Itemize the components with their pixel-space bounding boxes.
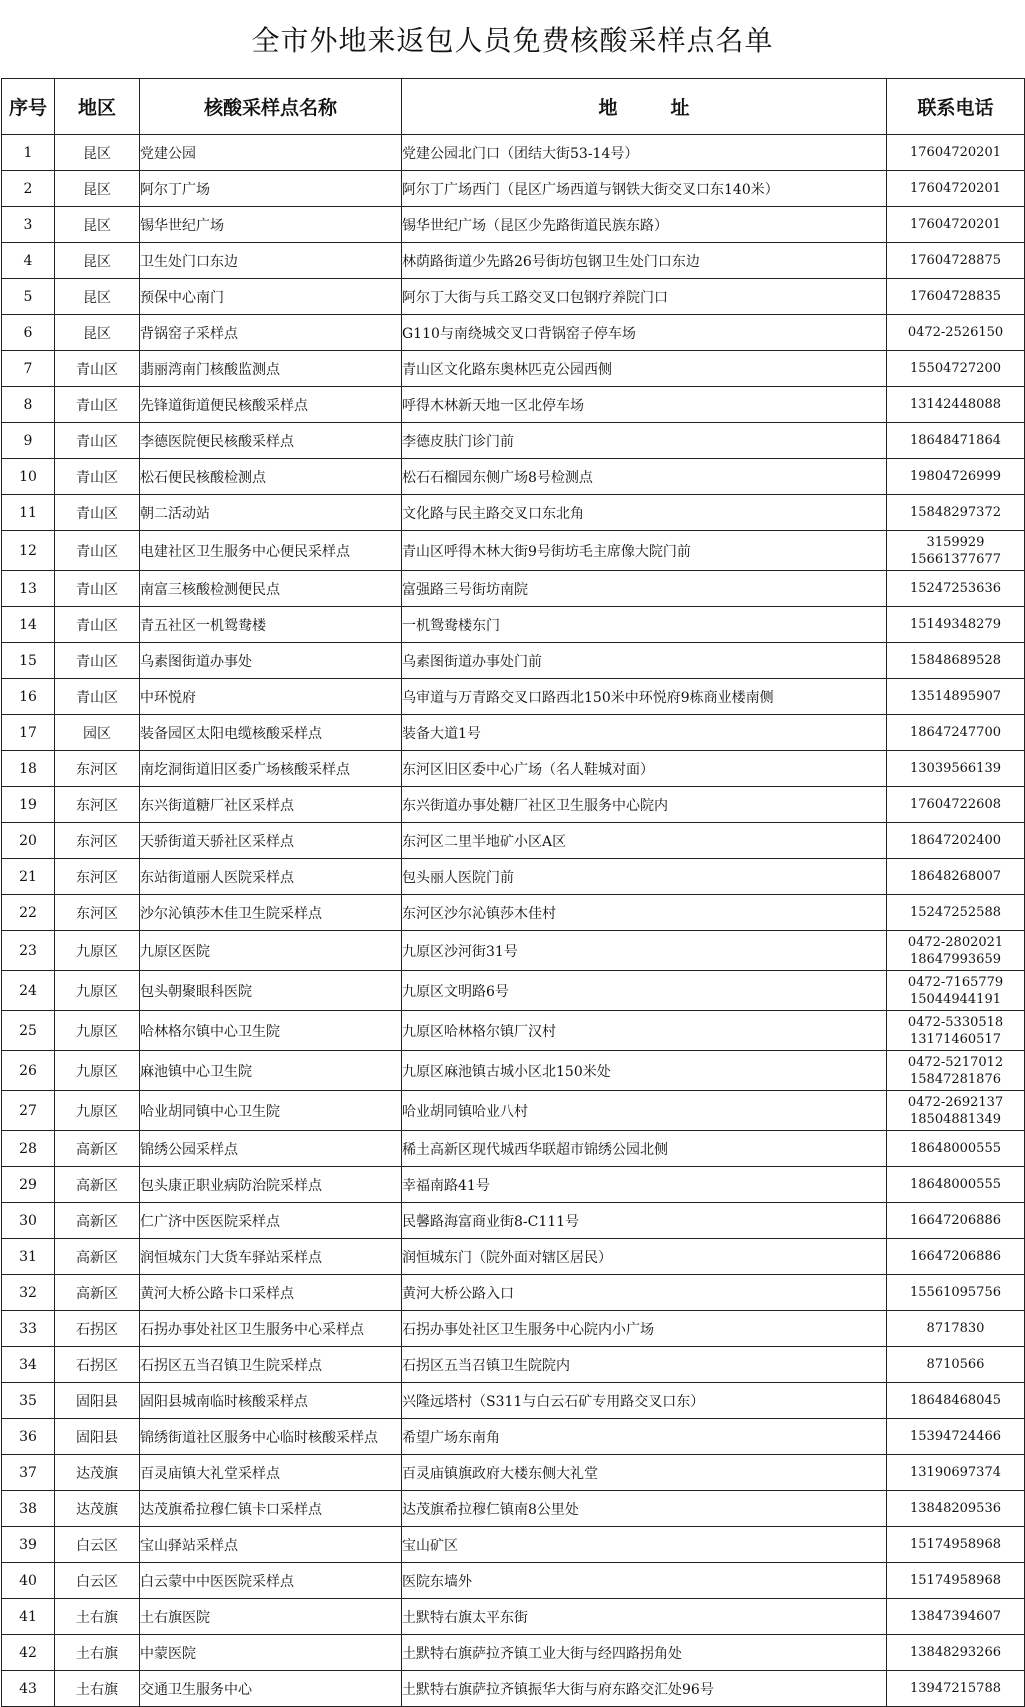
cell-phone: 18648468045 [887, 1383, 1025, 1419]
table-row [2, 459, 1025, 495]
cell-site-name: 黄河大桥公路卡口采样点 [140, 1275, 402, 1311]
cell-no: 22 [2, 895, 55, 931]
cell-site-name: 哈林格尔镇中心卫生院 [140, 1011, 402, 1051]
table-row [2, 643, 1025, 679]
table-row [2, 751, 1025, 787]
cell-phone: 0472-7165779 15044944191 [887, 971, 1025, 1011]
cell-district: 青山区 [55, 387, 140, 423]
cell-no: 26 [2, 1051, 55, 1091]
cell-site-name: 石拐区五当召镇卫生院采样点 [140, 1347, 402, 1383]
table-row [2, 679, 1025, 715]
cell-district: 青山区 [55, 495, 140, 531]
cell-site-name: 九原区医院 [140, 931, 402, 971]
cell-site-name: 李德医院便民核酸采样点 [140, 423, 402, 459]
cell-site-name: 沙尔沁镇莎木佳卫生院采样点 [140, 895, 402, 931]
table-row [2, 1131, 1025, 1167]
table-row [2, 1311, 1025, 1347]
cell-address: 兴隆远塔村（S311与白云石矿专用路交叉口东） [402, 1383, 887, 1419]
cell-site-name: 润恒城东门大货车驿站采样点 [140, 1239, 402, 1275]
cell-no: 18 [2, 751, 55, 787]
cell-district: 东河区 [55, 823, 140, 859]
cell-district: 九原区 [55, 1091, 140, 1131]
cell-district: 达茂旗 [55, 1491, 140, 1527]
table-row [2, 315, 1025, 351]
cell-site-name: 交通卫生服务中心 [140, 1671, 402, 1707]
cell-district: 青山区 [55, 643, 140, 679]
cell-district: 青山区 [55, 679, 140, 715]
cell-address: 土默特右旗萨拉齐镇工业大街与经四路拐角处 [402, 1635, 887, 1671]
cell-address: 林荫路街道少先路26号街坊包钢卫生处门口东边 [402, 243, 887, 279]
cell-district: 园区 [55, 715, 140, 751]
table-row [2, 607, 1025, 643]
cell-district: 白云区 [55, 1527, 140, 1563]
cell-phone: 19804726999 [887, 459, 1025, 495]
cell-no: 1 [2, 135, 55, 171]
cell-site-name: 预保中心南门 [140, 279, 402, 315]
cell-no: 23 [2, 931, 55, 971]
cell-phone: 8710566 [887, 1347, 1025, 1383]
cell-address: 阿尔丁广场西门（昆区广场西道与钢铁大街交叉口东140米） [402, 171, 887, 207]
cell-phone: 0472-2692137 18504881349 [887, 1091, 1025, 1131]
cell-district: 昆区 [55, 135, 140, 171]
page-title: 全市外地来返包人员免费核酸采样点名单 [251, 24, 774, 57]
cell-phone: 13039566139 [887, 751, 1025, 787]
cell-site-name: 朝二活动站 [140, 495, 402, 531]
cell-site-name: 百灵庙镇大礼堂采样点 [140, 1455, 402, 1491]
header-address: 地 址 [402, 79, 887, 135]
table-row [2, 715, 1025, 751]
cell-site-name: 宝山驿站采样点 [140, 1527, 402, 1563]
cell-phone: 15394724466 [887, 1419, 1025, 1455]
table-row [2, 895, 1025, 931]
cell-district: 土右旗 [55, 1671, 140, 1707]
cell-no: 37 [2, 1455, 55, 1491]
cell-address: G110与南绕城交叉口背锅窑子停车场 [402, 315, 887, 351]
cell-district: 青山区 [55, 351, 140, 387]
cell-phone: 0472-2526150 [887, 315, 1025, 351]
cell-phone: 17604720201 [887, 135, 1025, 171]
cell-phone: 15247252588 [887, 895, 1025, 931]
cell-site-name: 卫生处门口东边 [140, 243, 402, 279]
cell-no: 35 [2, 1383, 55, 1419]
table-row [2, 1167, 1025, 1203]
cell-district: 九原区 [55, 1011, 140, 1051]
cell-no: 41 [2, 1599, 55, 1635]
cell-address: 九原区文明路6号 [402, 971, 887, 1011]
cell-address: 希望广场东南角 [402, 1419, 887, 1455]
cell-district: 青山区 [55, 459, 140, 495]
cell-address: 松石石榴园东侧广场8号检测点 [402, 459, 887, 495]
cell-address: 一机鸳鸯楼东门 [402, 607, 887, 643]
table-row [2, 1563, 1025, 1599]
cell-address: 青山区文化路东奥林匹克公园西侧 [402, 351, 887, 387]
cell-address: 文化路与民主路交叉口东北角 [402, 495, 887, 531]
cell-site-name: 哈业胡同镇中心卫生院 [140, 1091, 402, 1131]
cell-district: 东河区 [55, 895, 140, 931]
cell-address: 稀土高新区现代城西华联超市锦绣公园北侧 [402, 1131, 887, 1167]
table-row [2, 1491, 1025, 1527]
cell-district: 九原区 [55, 971, 140, 1011]
cell-phone: 13142448088 [887, 387, 1025, 423]
cell-address: 东兴街道办事处糖厂社区卫生服务中心院内 [402, 787, 887, 823]
table-row [2, 531, 1025, 571]
cell-no: 42 [2, 1635, 55, 1671]
table-row [2, 243, 1025, 279]
table-row [2, 1091, 1025, 1131]
cell-site-name: 松石便民核酸检测点 [140, 459, 402, 495]
cell-no: 14 [2, 607, 55, 643]
header-name: 核酸采样点名称 [140, 79, 402, 135]
cell-site-name: 东站街道丽人医院采样点 [140, 859, 402, 895]
cell-phone: 15174958968 [887, 1563, 1025, 1599]
cell-site-name: 南富三核酸检测便民点 [140, 571, 402, 607]
cell-phone: 15247253636 [887, 571, 1025, 607]
cell-district: 昆区 [55, 279, 140, 315]
cell-site-name: 锦绣街道社区服务中心临时核酸采样点 [140, 1419, 402, 1455]
cell-district: 固阳县 [55, 1419, 140, 1455]
cell-phone: 16647206886 [887, 1203, 1025, 1239]
cell-no: 12 [2, 531, 55, 571]
cell-address: 锡华世纪广场（昆区少先路街道民族东路） [402, 207, 887, 243]
table-row [2, 823, 1025, 859]
cell-no: 21 [2, 859, 55, 895]
cell-address: 润恒城东门（院外面对辖区居民） [402, 1239, 887, 1275]
cell-site-name: 先锋道街道便民核酸采样点 [140, 387, 402, 423]
cell-no: 34 [2, 1347, 55, 1383]
cell-address: 装备大道1号 [402, 715, 887, 751]
table-row [2, 1275, 1025, 1311]
table-body [2, 135, 1025, 1707]
cell-phone: 17604720201 [887, 207, 1025, 243]
cell-no: 39 [2, 1527, 55, 1563]
cell-phone: 13514895907 [887, 679, 1025, 715]
header-no: 序号 [2, 79, 55, 135]
cell-no: 36 [2, 1419, 55, 1455]
cell-phone: 15174958968 [887, 1527, 1025, 1563]
cell-district: 青山区 [55, 531, 140, 571]
table-row [2, 1419, 1025, 1455]
cell-site-name: 电建社区卫生服务中心便民采样点 [140, 531, 402, 571]
cell-address: 党建公园北门口（团结大街53-14号） [402, 135, 887, 171]
cell-address: 呼得木林新天地一区北停车场 [402, 387, 887, 423]
cell-site-name: 中环悦府 [140, 679, 402, 715]
cell-site-name: 达茂旗希拉穆仁镇卡口采样点 [140, 1491, 402, 1527]
cell-district: 石拐区 [55, 1347, 140, 1383]
cell-site-name: 阿尔丁广场 [140, 171, 402, 207]
cell-site-name: 南圪洞街道旧区委广场核酸采样点 [140, 751, 402, 787]
cell-phone: 18648000555 [887, 1167, 1025, 1203]
cell-phone: 18647247700 [887, 715, 1025, 751]
cell-phone: 17604728875 [887, 243, 1025, 279]
cell-no: 20 [2, 823, 55, 859]
cell-site-name: 仁广济中医医院采样点 [140, 1203, 402, 1239]
cell-address: 土默特右旗太平东街 [402, 1599, 887, 1635]
cell-phone: 13848293266 [887, 1635, 1025, 1671]
table-row [2, 1203, 1025, 1239]
cell-phone: 17604722608 [887, 787, 1025, 823]
table-row [2, 859, 1025, 895]
cell-district: 九原区 [55, 1051, 140, 1091]
table-row [2, 1455, 1025, 1491]
cell-address: 青山区呼得木林大街9号街坊毛主席像大院门前 [402, 531, 887, 571]
table-row [2, 279, 1025, 315]
cell-site-name: 白云蒙中中医医院采样点 [140, 1563, 402, 1599]
cell-site-name: 青五社区一机鸳鸯楼 [140, 607, 402, 643]
table-row [2, 1051, 1025, 1091]
cell-site-name: 乌素图街道办事处 [140, 643, 402, 679]
cell-address: 哈业胡同镇哈业八村 [402, 1091, 887, 1131]
cell-address: 土默特右旗萨拉齐镇振华大街与府东路交汇处96号 [402, 1671, 887, 1707]
cell-address: 民馨路海富商业街8-C111号 [402, 1203, 887, 1239]
cell-address: 阿尔丁大街与兵工路交叉口包钢疗养院门口 [402, 279, 887, 315]
cell-phone: 13947215788 [887, 1671, 1025, 1707]
cell-no: 43 [2, 1671, 55, 1707]
cell-phone: 18648471864 [887, 423, 1025, 459]
table-row [2, 1599, 1025, 1635]
cell-address: 包头丽人医院门前 [402, 859, 887, 895]
cell-phone: 0472-5217012 15847281876 [887, 1051, 1025, 1091]
cell-phone: 8717830 [887, 1311, 1025, 1347]
table-row [2, 1239, 1025, 1275]
table-row [2, 171, 1025, 207]
cell-address: 东河区旧区委中心广场（名人鞋城对面） [402, 751, 887, 787]
header-district: 地区 [55, 79, 140, 135]
cell-no: 15 [2, 643, 55, 679]
cell-no: 11 [2, 495, 55, 531]
cell-address: 医院东墙外 [402, 1563, 887, 1599]
cell-no: 2 [2, 171, 55, 207]
cell-district: 昆区 [55, 171, 140, 207]
cell-site-name: 锦绣公园采样点 [140, 1131, 402, 1167]
table-row [2, 1347, 1025, 1383]
cell-no: 32 [2, 1275, 55, 1311]
cell-address: 黄河大桥公路入口 [402, 1275, 887, 1311]
table-row [2, 931, 1025, 971]
cell-address: 九原区哈林格尔镇厂汉村 [402, 1011, 887, 1051]
cell-district: 石拐区 [55, 1311, 140, 1347]
cell-phone: 18648000555 [887, 1131, 1025, 1167]
cell-no: 10 [2, 459, 55, 495]
cell-address: 九原区沙河街31号 [402, 931, 887, 971]
cell-district: 高新区 [55, 1131, 140, 1167]
cell-phone: 17604728835 [887, 279, 1025, 315]
cell-district: 青山区 [55, 607, 140, 643]
table-row [2, 135, 1025, 171]
cell-address: 东河区沙尔沁镇莎木佳村 [402, 895, 887, 931]
cell-phone: 16647206886 [887, 1239, 1025, 1275]
header-phone: 联系电话 [887, 79, 1025, 135]
cell-site-name: 包头康正职业病防治院采样点 [140, 1167, 402, 1203]
cell-no: 24 [2, 971, 55, 1011]
cell-no: 33 [2, 1311, 55, 1347]
cell-district: 高新区 [55, 1275, 140, 1311]
cell-address: 东河区二里半地矿小区A区 [402, 823, 887, 859]
cell-address: 幸福南路41号 [402, 1167, 887, 1203]
cell-district: 高新区 [55, 1203, 140, 1239]
cell-phone: 13847394607 [887, 1599, 1025, 1635]
cell-address: 李德皮肤门诊门前 [402, 423, 887, 459]
table-row [2, 971, 1025, 1011]
cell-district: 青山区 [55, 423, 140, 459]
cell-site-name: 翡丽湾南门核酸监测点 [140, 351, 402, 387]
cell-phone: 13848209536 [887, 1491, 1025, 1527]
cell-site-name: 天骄街道天骄社区采样点 [140, 823, 402, 859]
cell-no: 9 [2, 423, 55, 459]
cell-district: 东河区 [55, 751, 140, 787]
cell-district: 白云区 [55, 1563, 140, 1599]
table-row [2, 423, 1025, 459]
cell-no: 25 [2, 1011, 55, 1051]
cell-site-name: 背锅窑子采样点 [140, 315, 402, 351]
table-row [2, 571, 1025, 607]
cell-phone: 0472-5330518 13171460517 [887, 1011, 1025, 1051]
cell-no: 16 [2, 679, 55, 715]
cell-phone: 3159929 15661377677 [887, 531, 1025, 571]
cell-site-name: 中蒙医院 [140, 1635, 402, 1671]
cell-phone: 15149348279 [887, 607, 1025, 643]
cell-phone: 17604720201 [887, 171, 1025, 207]
cell-phone: 15561095756 [887, 1275, 1025, 1311]
sampling-points-table [1, 78, 1025, 1707]
cell-no: 6 [2, 315, 55, 351]
table-row [2, 351, 1025, 387]
cell-district: 固阳县 [55, 1383, 140, 1419]
cell-no: 7 [2, 351, 55, 387]
cell-no: 3 [2, 207, 55, 243]
cell-phone: 18647202400 [887, 823, 1025, 859]
cell-no: 30 [2, 1203, 55, 1239]
cell-district: 东河区 [55, 787, 140, 823]
cell-district: 东河区 [55, 859, 140, 895]
table-row [2, 1635, 1025, 1671]
cell-site-name: 固阳县城南临时核酸采样点 [140, 1383, 402, 1419]
cell-district: 高新区 [55, 1239, 140, 1275]
cell-district: 土右旗 [55, 1635, 140, 1671]
table-row [2, 787, 1025, 823]
cell-site-name: 土右旗医院 [140, 1599, 402, 1635]
cell-address: 乌审道与万青路交叉口路西北150米中环悦府9栋商业楼南侧 [402, 679, 887, 715]
cell-no: 27 [2, 1091, 55, 1131]
table-row [2, 1383, 1025, 1419]
cell-phone: 15848689528 [887, 643, 1025, 679]
cell-no: 31 [2, 1239, 55, 1275]
cell-address: 石拐办事处社区卫生服务中心院内小广场 [402, 1311, 887, 1347]
cell-address: 石拐区五当召镇卫生院院内 [402, 1347, 887, 1383]
cell-district: 九原区 [55, 931, 140, 971]
cell-no: 5 [2, 279, 55, 315]
cell-no: 17 [2, 715, 55, 751]
cell-address: 百灵庙镇旗政府大楼东侧大礼堂 [402, 1455, 887, 1491]
cell-phone: 0472-2802021 18647993659 [887, 931, 1025, 971]
cell-district: 土右旗 [55, 1599, 140, 1635]
cell-no: 13 [2, 571, 55, 607]
cell-district: 昆区 [55, 243, 140, 279]
cell-site-name: 装备园区太阳电缆核酸采样点 [140, 715, 402, 751]
cell-no: 28 [2, 1131, 55, 1167]
table-row [2, 387, 1025, 423]
cell-district: 达茂旗 [55, 1455, 140, 1491]
cell-site-name: 党建公园 [140, 135, 402, 171]
cell-no: 4 [2, 243, 55, 279]
cell-district: 高新区 [55, 1167, 140, 1203]
cell-site-name: 锡华世纪广场 [140, 207, 402, 243]
cell-phone: 15848297372 [887, 495, 1025, 531]
cell-address: 乌素图街道办事处门前 [402, 643, 887, 679]
cell-no: 38 [2, 1491, 55, 1527]
cell-site-name: 石拐办事处社区卫生服务中心采样点 [140, 1311, 402, 1347]
cell-address: 宝山矿区 [402, 1527, 887, 1563]
cell-district: 青山区 [55, 571, 140, 607]
table-row [2, 1011, 1025, 1051]
cell-no: 8 [2, 387, 55, 423]
cell-no: 19 [2, 787, 55, 823]
cell-site-name: 麻池镇中心卫生院 [140, 1051, 402, 1091]
table-row [2, 495, 1025, 531]
cell-district: 昆区 [55, 207, 140, 243]
cell-address: 达茂旗希拉穆仁镇南8公里处 [402, 1491, 887, 1527]
cell-site-name: 包头朝聚眼科医院 [140, 971, 402, 1011]
cell-no: 40 [2, 1563, 55, 1599]
table-row [2, 1527, 1025, 1563]
table-row [2, 1671, 1025, 1707]
cell-no: 29 [2, 1167, 55, 1203]
cell-district: 昆区 [55, 315, 140, 351]
cell-phone: 15504727200 [887, 351, 1025, 387]
cell-phone: 18648268007 [887, 859, 1025, 895]
cell-address: 九原区麻池镇古城小区北150米处 [402, 1051, 887, 1091]
header-row [2, 79, 1025, 135]
table-row [2, 207, 1025, 243]
cell-site-name: 东兴街道糖厂社区采样点 [140, 787, 402, 823]
cell-address: 富强路三号街坊南院 [402, 571, 887, 607]
cell-phone: 13190697374 [887, 1455, 1025, 1491]
